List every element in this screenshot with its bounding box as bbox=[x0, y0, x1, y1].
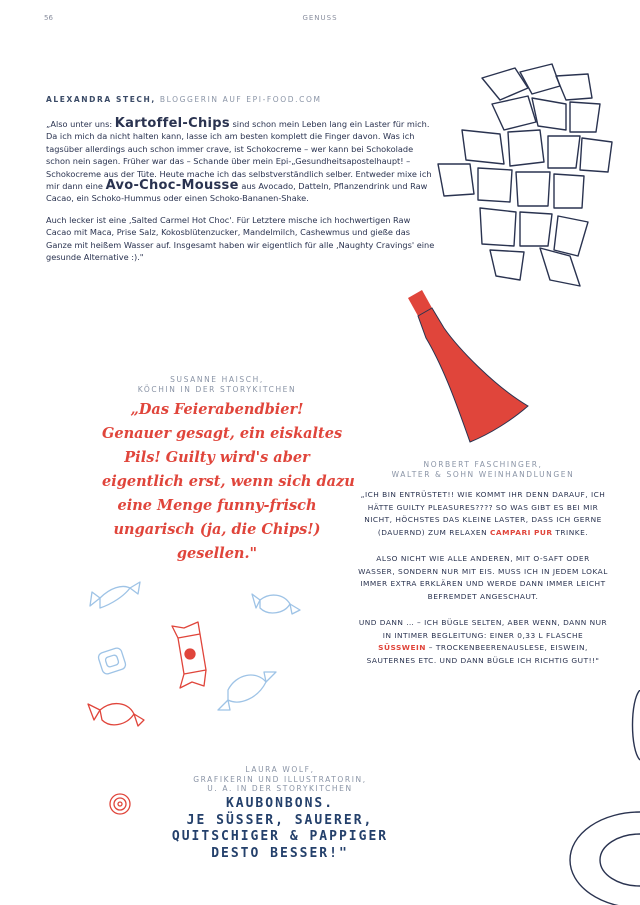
campari-bottle-icon bbox=[398, 288, 538, 448]
page-number: 56 bbox=[44, 14, 53, 22]
quote-line: gesellen." bbox=[176, 545, 258, 562]
author-name: ALEXANDRA STECH, bbox=[46, 95, 156, 104]
quote-line: QUITSCHIGER & PAPPIGER bbox=[171, 829, 389, 844]
author-role: WALTER & SOHN WEINHANDLUNGEN bbox=[391, 470, 575, 479]
author-name: NORBERT FASCHINGER, bbox=[423, 460, 543, 469]
author-role: KÖCHIN IN DER STORYKITCHEN bbox=[137, 385, 297, 394]
highlight-campari: CAMPARI PUR bbox=[489, 527, 553, 537]
quote-wolf bbox=[130, 796, 430, 862]
plate-icon bbox=[560, 690, 640, 905]
byline-stech bbox=[46, 95, 322, 104]
running-head: GENUSS bbox=[302, 14, 338, 22]
author-role: BLOGGERIN AUF EPI-FOOD.COM bbox=[159, 95, 322, 104]
highlight-chips: Kartoffel-Chips bbox=[114, 116, 230, 131]
quote-line: JE SÜSSER, SAUERER, bbox=[186, 812, 374, 828]
quote-line: eigentlich erst, wenn sich dazu bbox=[102, 473, 355, 490]
quote-paragraph bbox=[46, 118, 436, 205]
text-run: TRINKE. bbox=[552, 527, 589, 537]
byline-faschinger bbox=[358, 460, 608, 480]
quote-line: Genauer gesagt, ein eiskaltes bbox=[102, 425, 343, 442]
highlight-suesswein: SÜSSWEIN bbox=[378, 643, 426, 652]
text-run: sind schon mein Leben lang ein Laster für mich. Da ich mich da nicht halten kann, lasse ich am besten komplett die Finger davon. Was ich tagsüber allerdings auch schon immer crave, ist Schokocreme – wer kann bei Schokolade schon nein sagen. Früher war das – Schande über mein Epi-„Gesundheitsapostelhaupt! – Schokocreme aus der Tüte. Heute mache ich das selbstverständlich selber. Entweder mixe ich mir dann eine bbox=[46, 119, 432, 192]
quote-faschinger bbox=[358, 489, 608, 681]
author-role: GRAFIKERIN UND ILLUSTRATORIN, bbox=[193, 774, 367, 784]
quote-line: eine Menge funny-frisch bbox=[117, 497, 317, 514]
text-run: „ICH BIN ENTRÜSTET!! WIE KOMMT IHR DENN DARAUF, ICH HÄTTE GUILTY PLEASURES???? SO WAS GIBT ES BEI MIR NICHT, HÖCHSTES DAS KLEINE LASTER, DASS ICH GERNE (DAUERND) ZUM RELAXEN bbox=[360, 490, 606, 537]
text-run: – TROCKENBEERENAUSLESE, EISWEIN, SAUTERNES ETC. UND DANN BÜGLE ICH RICHTIG GUT!!" bbox=[366, 643, 600, 665]
text-run: „Also unter uns: bbox=[46, 119, 115, 129]
text-run: UND DANN … – ICH BÜGLE SELTEN, ABER WENN, DANN NUR IN INTIMER BEGLEITUNG: EINER 0,33 L FLASCHE bbox=[358, 618, 608, 640]
quote-stech bbox=[46, 118, 436, 272]
quote-line: KAUBONBONS. bbox=[225, 796, 335, 811]
quote-paragraph: ALSO NICHT WIE ALLE ANDEREN, MIT O-SAFT ODER WASSER, SONDERN NUR MIT EIS. MUSS ICH IN JEDEM LOKAL IMMER EXTRA ERKLÄREN UND WERDE DANN IMMER LEICHT BEFREMDET ANGESCHAUT. bbox=[358, 554, 608, 601]
quote-line: „Das Feierabendbier! bbox=[130, 401, 304, 418]
quote-line: Pils! Guilty wird's aber bbox=[124, 449, 310, 466]
author-name: LAURA WOLF, bbox=[245, 765, 315, 774]
quote-line: ungarisch (ja, die Chips!) bbox=[113, 521, 321, 538]
quote-haisch bbox=[102, 398, 355, 566]
quote-paragraph: Auch lecker ist eine ‚Salted Carmel Hot Choc'. Für Letztere mische ich hochwertigen Raw Cacao mit Maca, Prise Salz, Kokosblütenzucker, Mandelmilch, Cashewmus und gieße das Ganze mit heißem Wasser auf. Insgesamt haben wir eigentlich für alle ‚Naughty Cravings' eine gesunde Alternative :)." bbox=[46, 214, 435, 263]
author-role: U. A. IN DER STORYKITCHEN bbox=[207, 784, 353, 793]
quote-paragraph bbox=[358, 489, 608, 539]
quote-line: DESTO BESSER!" bbox=[211, 845, 349, 861]
quote-paragraph bbox=[358, 617, 608, 667]
byline-haisch bbox=[102, 375, 332, 395]
byline-wolf bbox=[130, 765, 430, 794]
chocolate-bar-icon bbox=[420, 60, 630, 290]
text-run: aus Avocado, Datteln, Pflanzendrink und Raw Cacao, ein Schoko-Hummus oder einen Schoko-Bananen-Shake. bbox=[46, 181, 428, 204]
author-name: SUSANNE HAISCH, bbox=[170, 375, 264, 384]
highlight-mousse: Avo-Choc-Mousse bbox=[105, 178, 239, 194]
